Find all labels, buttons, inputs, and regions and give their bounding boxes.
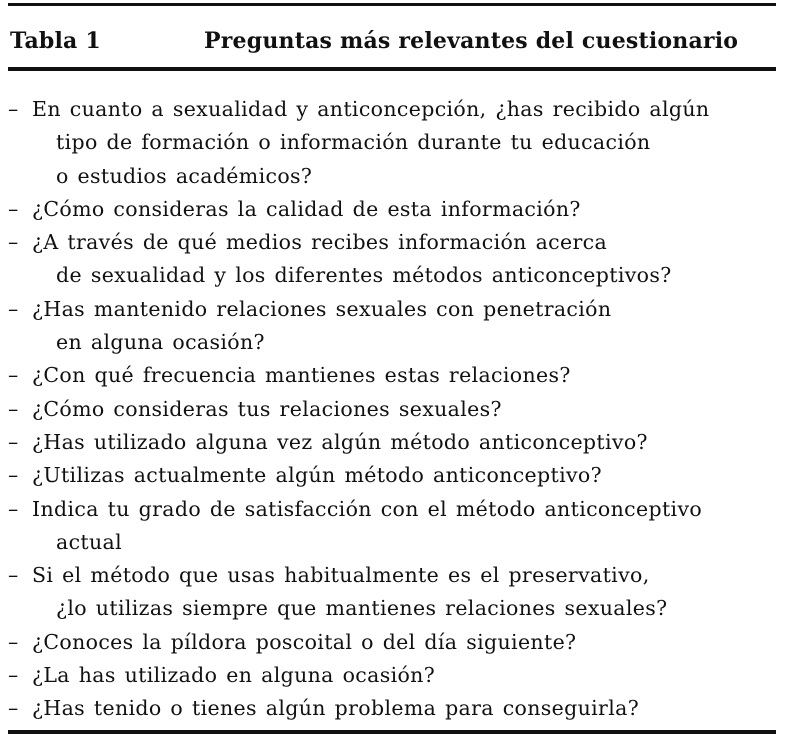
question-item [8, 426, 776, 459]
question-item [8, 559, 776, 626]
question-line: ¿Has tenido o tienes algún problema para conseguirla? [32, 696, 640, 721]
questionnaire-table [8, 0, 776, 734]
dash-bullet: – [8, 230, 19, 255]
dash-bullet: – [8, 363, 19, 388]
question-line: en alguna ocasión? [56, 330, 265, 355]
dash-bullet: – [8, 429, 19, 454]
question-line: ¿A través de qué medios recibes información acerca [32, 230, 608, 255]
question-item [8, 626, 776, 659]
dash-bullet: – [8, 563, 19, 588]
question-list [8, 71, 776, 726]
dash-bullet: – [8, 463, 19, 488]
table-title: Preguntas más relevantes del cuestionario [204, 28, 739, 54]
question-line: ¿Utilizas actualmente algún método anticonceptivo? [32, 463, 602, 488]
question-line: de sexualidad y los diferentes métodos anticonceptivos? [56, 263, 672, 288]
question-item [8, 226, 776, 293]
table-header [8, 6, 776, 67]
dash-bullet: – [8, 97, 19, 121]
question-item [8, 659, 776, 692]
dash-bullet: – [8, 396, 19, 421]
question-item [8, 359, 776, 392]
question-line: o estudios académicos? [56, 163, 313, 188]
question-line: ¿La has utilizado en alguna ocasión? [32, 663, 436, 688]
dash-bullet: – [8, 696, 19, 721]
question-line: ¿Cómo consideras tus relaciones sexuales? [32, 396, 502, 421]
bottom-rule [8, 730, 776, 734]
question-line: ¿Cómo consideras la calidad de esta información? [32, 196, 581, 221]
question-item [8, 393, 776, 426]
question-item [8, 692, 776, 725]
dash-bullet: – [8, 496, 19, 521]
dash-bullet: – [8, 196, 19, 221]
question-line: ¿Con qué frecuencia mantienes estas relaciones? [32, 363, 571, 388]
question-item [8, 293, 776, 360]
dash-bullet: – [8, 296, 19, 321]
question-line: ¿lo utilizas siempre que mantienes relaciones sexuales? [56, 596, 668, 621]
question-item [8, 193, 776, 226]
question-item [8, 493, 776, 560]
dash-bullet: – [8, 629, 19, 654]
question-line: ¿Conoces la píldora poscoital o del día siguiente? [32, 629, 577, 654]
question-line: Indica tu grado de satisfacción con el método anticonceptivo [32, 496, 703, 521]
question-line: En cuanto a sexualidad y anticoncepción, ¿has recibido algún [32, 97, 710, 121]
question-line: Si el método que usas habitualmente es el preservativo, [32, 563, 650, 588]
dash-bullet: – [8, 663, 19, 688]
question-line: ¿Has mantenido relaciones sexuales con penetración [32, 296, 612, 321]
table-number: Tabla 1 [10, 28, 101, 54]
question-item [8, 93, 776, 193]
question-item [8, 459, 776, 492]
question-line: actual [56, 529, 123, 554]
question-line: tipo de formación o información durante tu educación [56, 130, 651, 155]
question-line: ¿Has utilizado alguna vez algún método anticonceptivo? [32, 429, 648, 454]
